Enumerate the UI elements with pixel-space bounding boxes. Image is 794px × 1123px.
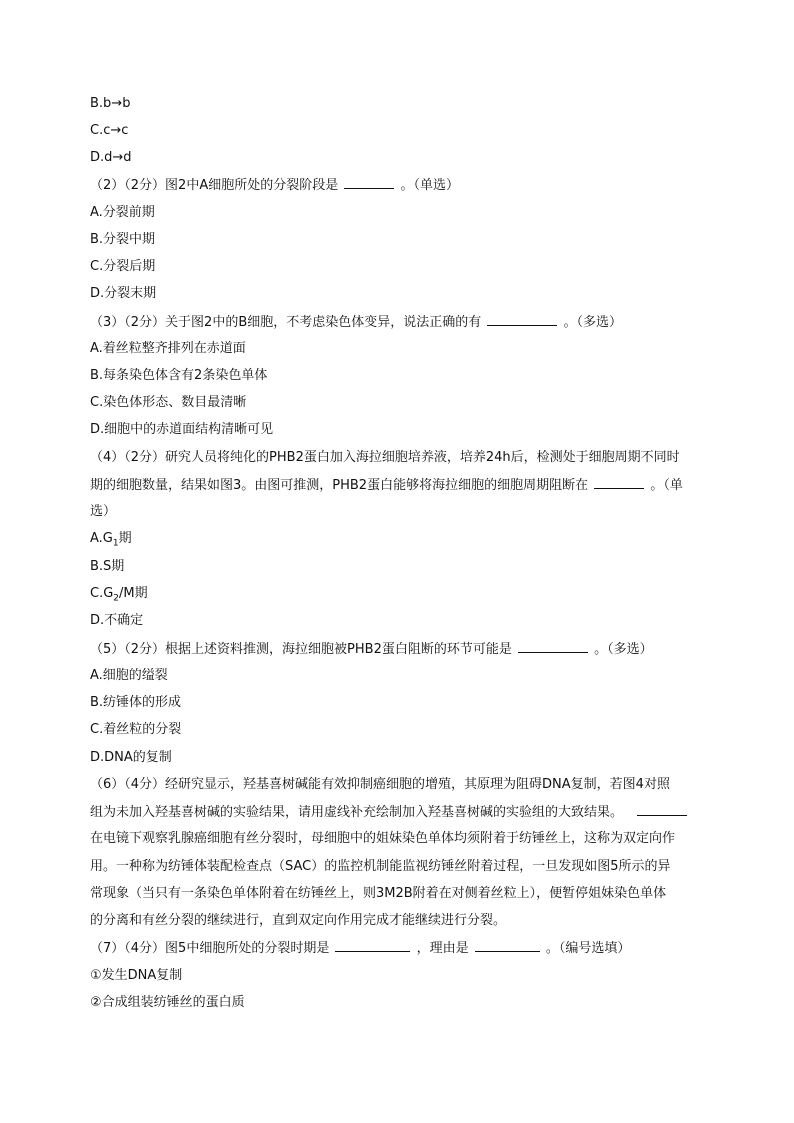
question-6-line-1: （6）（4分）经研究显示，羟基喜树碱能有效抑制癌细胞的增殖，其原理为阻碍DNA复制，若图4对照: [90, 777, 670, 792]
q3-option-a: A.着丝粒整齐排列在赤道面: [90, 341, 246, 356]
question-4-line-1: （4）（2分）研究人员将纯化的PHB2蛋白加入海拉细胞培养液，培养24h后，检测处于细胞周期不同时: [90, 450, 680, 465]
q5-option-d: D.DNA的复制: [90, 750, 172, 765]
question-6-line-3: 在电镜下观察乳腺癌细胞有丝分裂时，母细胞中的姐妹染色单体均须附着于纺锤丝上，这称为双定向作: [90, 831, 676, 846]
q4-option-d: D.不确定: [90, 613, 144, 628]
question-3-suffix: 。（多选）: [559, 315, 623, 330]
answer-blank-4[interactable]: [594, 477, 644, 489]
q2-option-b: B.分裂中期: [90, 232, 156, 247]
question-4-text: 期的细胞数量，结果如图3。由图可推测，PHB2蛋白能够将海拉细胞的细胞周期阻断在: [90, 478, 593, 493]
question-7: [90, 940, 730, 957]
option-c: C.c→c: [90, 123, 129, 138]
answer-blank-6[interactable]: [637, 804, 687, 816]
answer-blank-7b[interactable]: [475, 940, 540, 952]
question-6-line-5: 常现象（当只有一条染色单体附着在纺锤丝上，则3M2B附着在对侧着丝粒上），便暂停姐妹染色单体: [90, 886, 667, 901]
q4-option-a: [90, 531, 730, 547]
q5-option-a: A.细胞的缢裂: [90, 668, 168, 683]
choice-1: ①发生DNA复制: [90, 968, 183, 983]
question-6-line-4: 用。一种称为纺锤体装配检查点（SAC）的监控机制能监视纺锤丝附着过程，一旦发现如图5所示的异: [90, 859, 671, 874]
question-4-line-2: [90, 477, 730, 494]
q5-option-c: C.着丝粒的分裂: [90, 722, 182, 737]
answer-blank-7a[interactable]: [335, 940, 410, 952]
q4-option-a-pre: A.G: [90, 531, 113, 546]
q4-option-a-post: 期: [118, 531, 132, 546]
question-5: [90, 641, 730, 658]
q4-option-c-pre: C.G: [90, 586, 114, 601]
question-6-line-6: 的分离和有丝分裂的继续进行，直到双定向作用完成才能继续进行分裂。: [90, 913, 507, 928]
question-6-text: 组为未加入羟基喜树碱的实验结果，请用虚线补充绘制加入羟基喜树碱的实验组的大致结果。: [90, 805, 624, 820]
question-5-text: （5）（2分）根据上述资料推测，海拉细胞被PHB2蛋白阻断的环节可能是: [90, 642, 516, 657]
question-7-mid: ，理由是: [412, 941, 473, 956]
question-2: [90, 177, 730, 194]
question-7-text: （7）（4分）图5中细胞所处的分裂时期是: [90, 941, 334, 956]
q4-option-b: B.S期: [90, 559, 125, 574]
question-3-text: （3）（2分）关于图2中的B细胞，不考虑染色体变异，说法正确的有: [90, 315, 486, 330]
question-2-text: （2）（2分）图2中A细胞所处的分裂阶段是: [90, 178, 343, 193]
question-5-suffix: 。（多选）: [589, 642, 653, 657]
question-4-line-3: 选）: [90, 504, 117, 519]
question-4-suffix: 。（单: [646, 478, 683, 493]
option-b: B.b→b: [90, 96, 131, 111]
question-3: [90, 314, 730, 331]
q2-option-c: C.分裂后期: [90, 259, 156, 274]
answer-blank-5[interactable]: [518, 641, 588, 653]
q3-option-c: C.染色体形态、数目最清晰: [90, 395, 247, 410]
question-7-suffix: 。（编号选填）: [541, 941, 631, 956]
q5-option-b: B.纺锤体的形成: [90, 695, 182, 710]
question-2-suffix: 。（单选）: [396, 178, 459, 193]
q2-option-a: A.分裂前期: [90, 205, 155, 220]
answer-blank-3[interactable]: [487, 314, 557, 326]
q3-option-b: B.每条染色体含有2条染色单体: [90, 368, 268, 383]
q4-option-c: [90, 586, 730, 602]
q2-option-d: D.分裂末期: [90, 286, 157, 301]
q4-option-c-post: /M期: [119, 586, 148, 601]
choice-2: ②合成组装纺锤丝的蛋白质: [90, 995, 245, 1010]
question-6-line-2: [90, 804, 730, 821]
q4-option-c-sub: 2: [113, 593, 120, 604]
answer-blank-2[interactable]: [344, 177, 394, 189]
q3-option-d: D.细胞中的赤道面结构清晰可见: [90, 422, 274, 437]
q4-option-a-sub: 1: [112, 538, 119, 549]
option-d: D.d→d: [90, 150, 132, 165]
